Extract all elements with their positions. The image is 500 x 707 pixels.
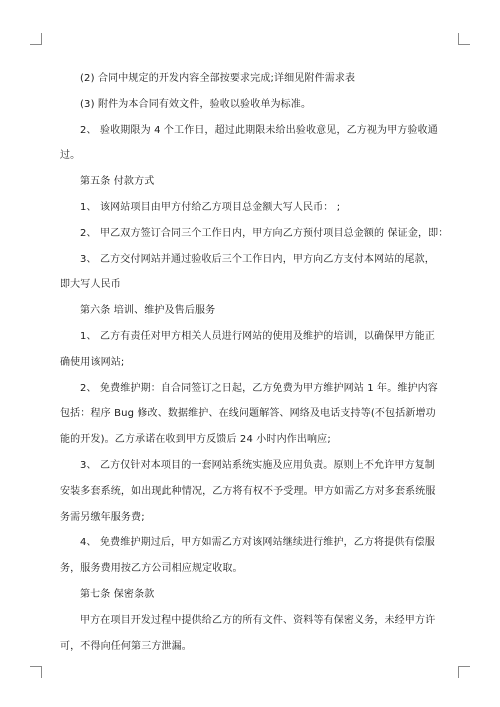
clause-line: (3) 附件为本合同有效文件，验收以验收单为标准。 <box>80 98 312 110</box>
clause-line: 可，不得向任何第三方泄漏。 <box>60 640 192 652</box>
clause-line: 甲方在项目开发过程中提供给乙方的所有文件、资料等有保密义务，未经甲方许 <box>80 614 436 626</box>
crop-mark-top-left <box>30 33 42 45</box>
clause-line: 2、 甲乙双方签订合同三个工作日内，甲方向乙方预付项目总金额的 保证金，即： <box>80 227 449 239</box>
clause-line: 2、 免费维护期：自合同签订之日起，乙方免费为甲方维护网站 1 年。维护内容 <box>80 382 438 394</box>
clause-line: 1、 乙方有责任对甲方相关人员进行网站的使用及维护的培训，以确保甲方能正 <box>80 330 435 342</box>
clause-line: 1、 该网站项目由甲方付给乙方项目总金额大写人民币： ; <box>80 201 341 213</box>
clause-line: 即大写人民币 <box>60 279 121 291</box>
clause-line: 务需另缴年服务费; <box>60 511 145 523</box>
clause-line: 过。 <box>60 150 81 162</box>
clause-line: 包括：程序 Bug 修改、数据维护、在线问题解答、网络及电话支持等(不包括新增功 <box>60 408 436 420</box>
crop-mark-top-right <box>458 33 470 45</box>
crop-mark-bottom-left <box>30 666 42 678</box>
section-heading: 第七条 保密条款 <box>80 588 155 600</box>
clause-line: 确使用该网站; <box>60 356 125 368</box>
clause-line: 能的开发)。乙方承诺在收到甲方反馈后 24 小时内作出响应; <box>60 434 331 446</box>
clause-line: 2、 验收期限为 4 个工作日，超过此期限未给出验收意见，乙方视为甲方验收通 <box>80 124 438 136</box>
clause-line: (2) 合同中规定的开发内容全部按要求完成;详细见附件需求表 <box>80 73 356 84</box>
clause-line: 安装多套系统，如出现此种情况，乙方将有权不予受理。甲方如需乙方对多套系统服 <box>60 485 436 497</box>
crop-mark-bottom-right <box>458 666 470 678</box>
clause-line: 4、 免费维护期过后，甲方如需乙方对该网站继续进行维护，乙方将提供有偿服 <box>80 537 435 549</box>
section-heading: 第六条 培训、维护及售后服务 <box>80 305 216 317</box>
contract-body <box>60 66 449 659</box>
clause-line: 3、 乙方交付网站并通过验收后三个工作日内，甲方向乙方支付本网站的尾款， <box>80 253 435 265</box>
clause-line: 务，服务费用按乙方公司相应规定收取。 <box>60 563 243 575</box>
clause-line: 3、 乙方仅针对本项目的一套网站系统实施及应用负责。原则上不允许甲方复制 <box>80 459 435 471</box>
section-heading: 第五条 付款方式 <box>80 176 155 188</box>
